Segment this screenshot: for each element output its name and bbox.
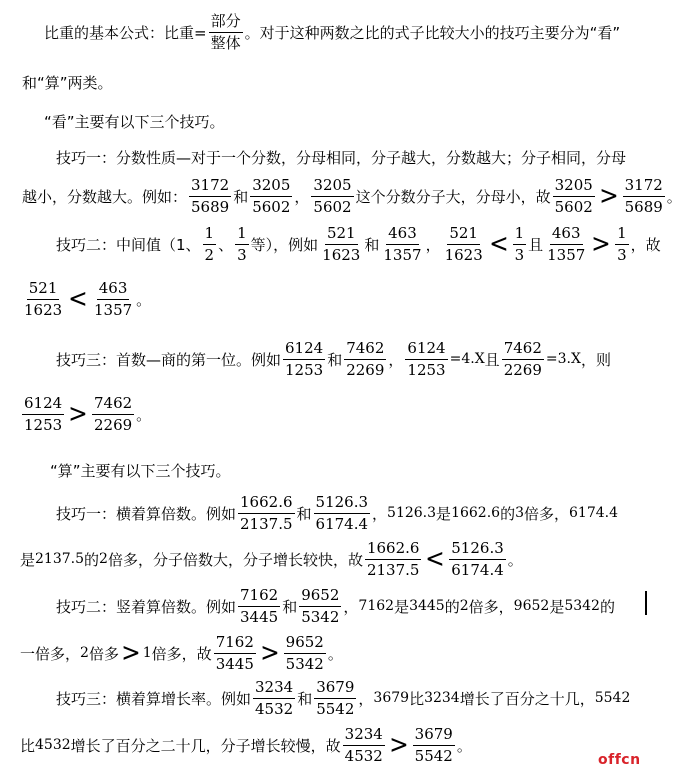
text-run: 。对于这种两数之比的式子比较大小的技巧主要分为“看”: [244, 23, 621, 42]
fraction-denominator: 3: [514, 245, 525, 264]
text-run: ，: [294, 187, 310, 206]
text-run: 且: [484, 350, 500, 369]
text-run: “看”主要有以下三个技巧。: [44, 112, 225, 131]
number-text: 3234: [424, 690, 460, 706]
fraction-denominator: 1253: [285, 360, 324, 379]
number-text: 3445: [409, 598, 445, 614]
fraction-denominator: 5689: [191, 197, 230, 216]
fraction-numerator: 521: [447, 224, 480, 245]
fraction-numerator: 521: [27, 279, 60, 300]
fraction-numerator: 1662.6: [238, 493, 295, 514]
fraction: [214, 633, 256, 674]
text-run: 技巧二：中间值（1、: [56, 235, 201, 254]
fraction: [314, 493, 371, 534]
fraction-numerator: 7162: [238, 586, 280, 607]
number-text: 2137.5: [35, 551, 85, 567]
fraction: [502, 339, 544, 380]
text-run: ，则: [580, 350, 611, 369]
fraction: [283, 339, 325, 380]
fraction: [299, 586, 341, 627]
fraction: [344, 339, 386, 380]
text-run: ，: [388, 350, 404, 369]
text-run: 是: [20, 550, 36, 569]
fraction-numerator: 3205: [311, 176, 353, 197]
line-look-tip3-a: [56, 331, 611, 387]
text-run: 这个分数分子大，分母小，故: [355, 187, 551, 206]
fraction-numerator: 3234: [343, 725, 385, 746]
text-run: 。: [456, 736, 472, 755]
fraction: [443, 224, 485, 265]
fraction: [405, 339, 447, 380]
fraction-numerator: 1: [203, 224, 217, 245]
fraction-denominator: 6174.4: [315, 514, 369, 533]
fraction-denominator: 1357: [383, 245, 422, 264]
text-run: 是: [436, 504, 452, 523]
text-run: 比: [20, 736, 36, 755]
fraction-denominator: 2269: [503, 360, 542, 379]
text-run: 。: [666, 187, 682, 206]
fraction-denominator: 1357: [547, 245, 586, 264]
text-run: 和: [327, 350, 343, 369]
fraction-denominator: 1623: [322, 245, 361, 264]
comparison-operator: >: [591, 229, 612, 259]
number-text: 3: [515, 505, 524, 521]
fraction-denominator: 5602: [313, 197, 352, 216]
fraction-numerator: 3234: [253, 678, 295, 699]
fraction: [615, 224, 629, 265]
fraction-numerator: 9652: [284, 633, 326, 654]
text-run: 等），例如: [250, 235, 319, 254]
fraction-numerator: 1: [615, 224, 629, 245]
text-run: 技巧三：首数—商的第一位。例如: [56, 350, 282, 369]
fraction-numerator: 1: [235, 224, 249, 245]
text-run: 技巧一：横着算倍数。例如: [56, 504, 237, 523]
line-formula: [44, 4, 620, 60]
text-cursor: [645, 591, 647, 615]
text-run: 和: [282, 597, 298, 616]
fraction: [413, 725, 455, 766]
fraction-numerator: 6124: [405, 339, 447, 360]
fraction-denominator: 3445: [215, 654, 254, 673]
fraction-denominator: 5602: [554, 197, 593, 216]
number-text: 3679: [373, 690, 410, 706]
fraction-numerator: 6124: [283, 339, 325, 360]
fraction: [92, 394, 134, 435]
number-text: 7162: [358, 598, 395, 614]
fraction-denominator: 1623: [24, 300, 63, 319]
number-text: 2: [99, 551, 108, 567]
number-text: =3.X: [545, 351, 581, 367]
fraction-numerator: 7462: [502, 339, 544, 360]
number-text: 1662.6: [451, 505, 501, 521]
fraction-denominator: 2269: [93, 415, 133, 434]
fraction: [22, 279, 64, 320]
number-text: 9652: [513, 598, 550, 614]
fraction-numerator: 1662.6: [365, 539, 422, 560]
fraction: [623, 176, 665, 217]
text-run: 。: [136, 290, 152, 309]
fraction-numerator: 1: [513, 224, 527, 245]
fraction-numerator: 463: [550, 224, 583, 245]
fraction: [250, 176, 292, 217]
text-run: ，: [343, 597, 359, 616]
text-run: 和“算”两类。: [22, 73, 113, 92]
fraction-numerator: 3172: [189, 176, 231, 197]
fraction: [238, 586, 280, 627]
text-run: 的: [500, 504, 516, 523]
fraction-numerator: 3172: [623, 176, 665, 197]
fraction-numerator: 7462: [344, 339, 386, 360]
fraction-numerator: 3205: [250, 176, 292, 197]
line-look-tip1-a: [56, 145, 626, 169]
comparison-operator: >: [598, 181, 619, 211]
text-run: 倍多: [88, 644, 119, 663]
number-text: 2: [80, 645, 89, 661]
comparison-operator: >: [259, 638, 280, 668]
fraction-denominator: 5602: [252, 197, 291, 216]
text-run: 。: [507, 550, 523, 569]
number-text: =4.X: [449, 351, 485, 367]
fraction-numerator: 3679: [314, 678, 356, 699]
text-run: 。: [327, 644, 343, 663]
text-run: 且: [528, 235, 544, 254]
fraction-numerator: 3679: [413, 725, 455, 746]
fraction-denominator: 4532: [255, 699, 294, 718]
fraction: [209, 12, 243, 53]
text-run: 增长了百分之十几，: [459, 689, 595, 708]
fraction: [284, 633, 326, 674]
fraction-denominator: 3445: [240, 607, 279, 626]
text-run: 越小，分数越大。例如：: [22, 187, 188, 206]
text-run: 的: [84, 550, 100, 569]
fraction-numerator: 521: [325, 224, 358, 245]
fraction-denominator: 5689: [624, 197, 663, 216]
number-text: 5342: [564, 598, 600, 614]
text-run: ，: [372, 504, 388, 523]
fraction: [365, 539, 422, 580]
number-text: 2: [459, 598, 469, 614]
fraction-denominator: 5342: [285, 654, 324, 673]
text-run: 和: [296, 504, 312, 523]
number-text: 5126.3: [387, 505, 437, 521]
text-run: 是: [394, 597, 410, 616]
text-run: 技巧一：分数性质—对于一个分数，分母相同，分子越大，分数越大；分子相同，分母: [56, 148, 627, 167]
text-run: 一倍多，: [20, 644, 81, 663]
text-run: “算”主要有以下三个技巧。: [50, 461, 231, 480]
fraction-numerator: 部分: [209, 12, 243, 33]
fraction: [311, 176, 353, 217]
fraction-numerator: 7462: [92, 394, 134, 415]
text-run: 倍多，分子倍数大，分子增长较快，故: [107, 550, 363, 569]
text-run: 是: [549, 597, 565, 616]
fraction-numerator: 6124: [22, 394, 64, 415]
fraction-numerator: 463: [97, 279, 130, 300]
text-run: 倍多，故: [151, 644, 212, 663]
line-calc-tip3-b: [20, 717, 472, 773]
fraction-numerator: 9652: [299, 586, 341, 607]
fraction: [203, 224, 217, 265]
fraction: [253, 678, 295, 719]
fraction-numerator: 7162: [214, 633, 256, 654]
number-text: 5542: [594, 690, 631, 706]
fraction-numerator: 5126.3: [449, 539, 506, 560]
text-run: ，: [425, 235, 441, 254]
fraction: [343, 725, 385, 766]
fraction: [545, 224, 587, 265]
fraction-denominator: 1357: [93, 300, 133, 319]
line-look-tip3-b: [20, 386, 151, 442]
text-run: 的: [599, 597, 615, 616]
line-look-tip2-b: [20, 271, 151, 327]
fraction-denominator: 1253: [24, 415, 63, 434]
fraction-denominator: 4532: [344, 746, 383, 765]
text-run: ，故: [630, 235, 661, 254]
fraction-denominator: 2269: [346, 360, 385, 379]
fraction-denominator: 3: [617, 245, 627, 264]
fraction: [320, 224, 362, 265]
comparison-operator: <: [488, 229, 509, 259]
text-run: 技巧三：横着算增长率。例如: [56, 689, 252, 708]
fraction: [553, 176, 595, 217]
comparison-operator: <: [425, 544, 446, 574]
fraction-numerator: 3205: [553, 176, 595, 197]
text-run: 的: [444, 597, 460, 616]
fraction-denominator: 1623: [444, 245, 483, 264]
fraction-denominator: 5342: [301, 607, 340, 626]
fraction-denominator: 1253: [407, 360, 446, 379]
comparison-operator: >: [121, 638, 141, 668]
fraction-denominator: 2: [204, 245, 215, 264]
text-run: 和: [233, 187, 249, 206]
line-calc-heading: [50, 458, 231, 482]
number-text: 6174.4: [569, 505, 619, 521]
text-run: 倍多，: [524, 504, 570, 523]
fraction: [314, 678, 356, 719]
fraction-denominator: 整体: [210, 33, 241, 52]
text-run: 比: [409, 689, 425, 708]
fraction: [189, 176, 231, 217]
text-run: 。: [136, 405, 152, 424]
fraction-numerator: 463: [386, 224, 419, 245]
number-text: 4532: [35, 737, 71, 753]
fraction: [381, 224, 423, 265]
comparison-operator: <: [68, 284, 88, 314]
text-run: 和: [364, 235, 380, 254]
line-look-heading: [44, 109, 225, 133]
fraction-denominator: 5542: [316, 699, 355, 718]
line-two-categories: [22, 70, 113, 94]
fraction: [22, 394, 64, 435]
comparison-operator: >: [388, 730, 409, 760]
text-run: 倍多，: [468, 597, 514, 616]
text-run: ，: [358, 689, 374, 708]
text-run: 技巧二：竖着算倍数。例如: [56, 597, 237, 616]
fraction-denominator: 3: [237, 245, 247, 264]
fraction-numerator: 5126.3: [314, 493, 371, 514]
text-run: 和: [297, 689, 313, 708]
fraction: [235, 224, 249, 265]
comparison-operator: >: [68, 399, 88, 429]
fraction-denominator: 2137.5: [366, 560, 420, 579]
number-text: 1: [142, 645, 152, 661]
fraction-denominator: 6174.4: [451, 560, 504, 579]
text-run: 比重的基本公式：比重=: [44, 23, 207, 42]
watermark-logo: offcn: [598, 752, 641, 768]
fraction: [238, 493, 295, 534]
fraction-denominator: 2137.5: [240, 514, 293, 533]
fraction: [513, 224, 527, 265]
fraction: [449, 539, 506, 580]
text-run: 增长了百分之二十几，分子增长较慢，故: [70, 736, 341, 755]
text-run: 、: [218, 235, 234, 254]
fraction-denominator: 5542: [414, 746, 453, 765]
line-look-tip2-a: [56, 216, 661, 272]
fraction: [92, 279, 134, 320]
